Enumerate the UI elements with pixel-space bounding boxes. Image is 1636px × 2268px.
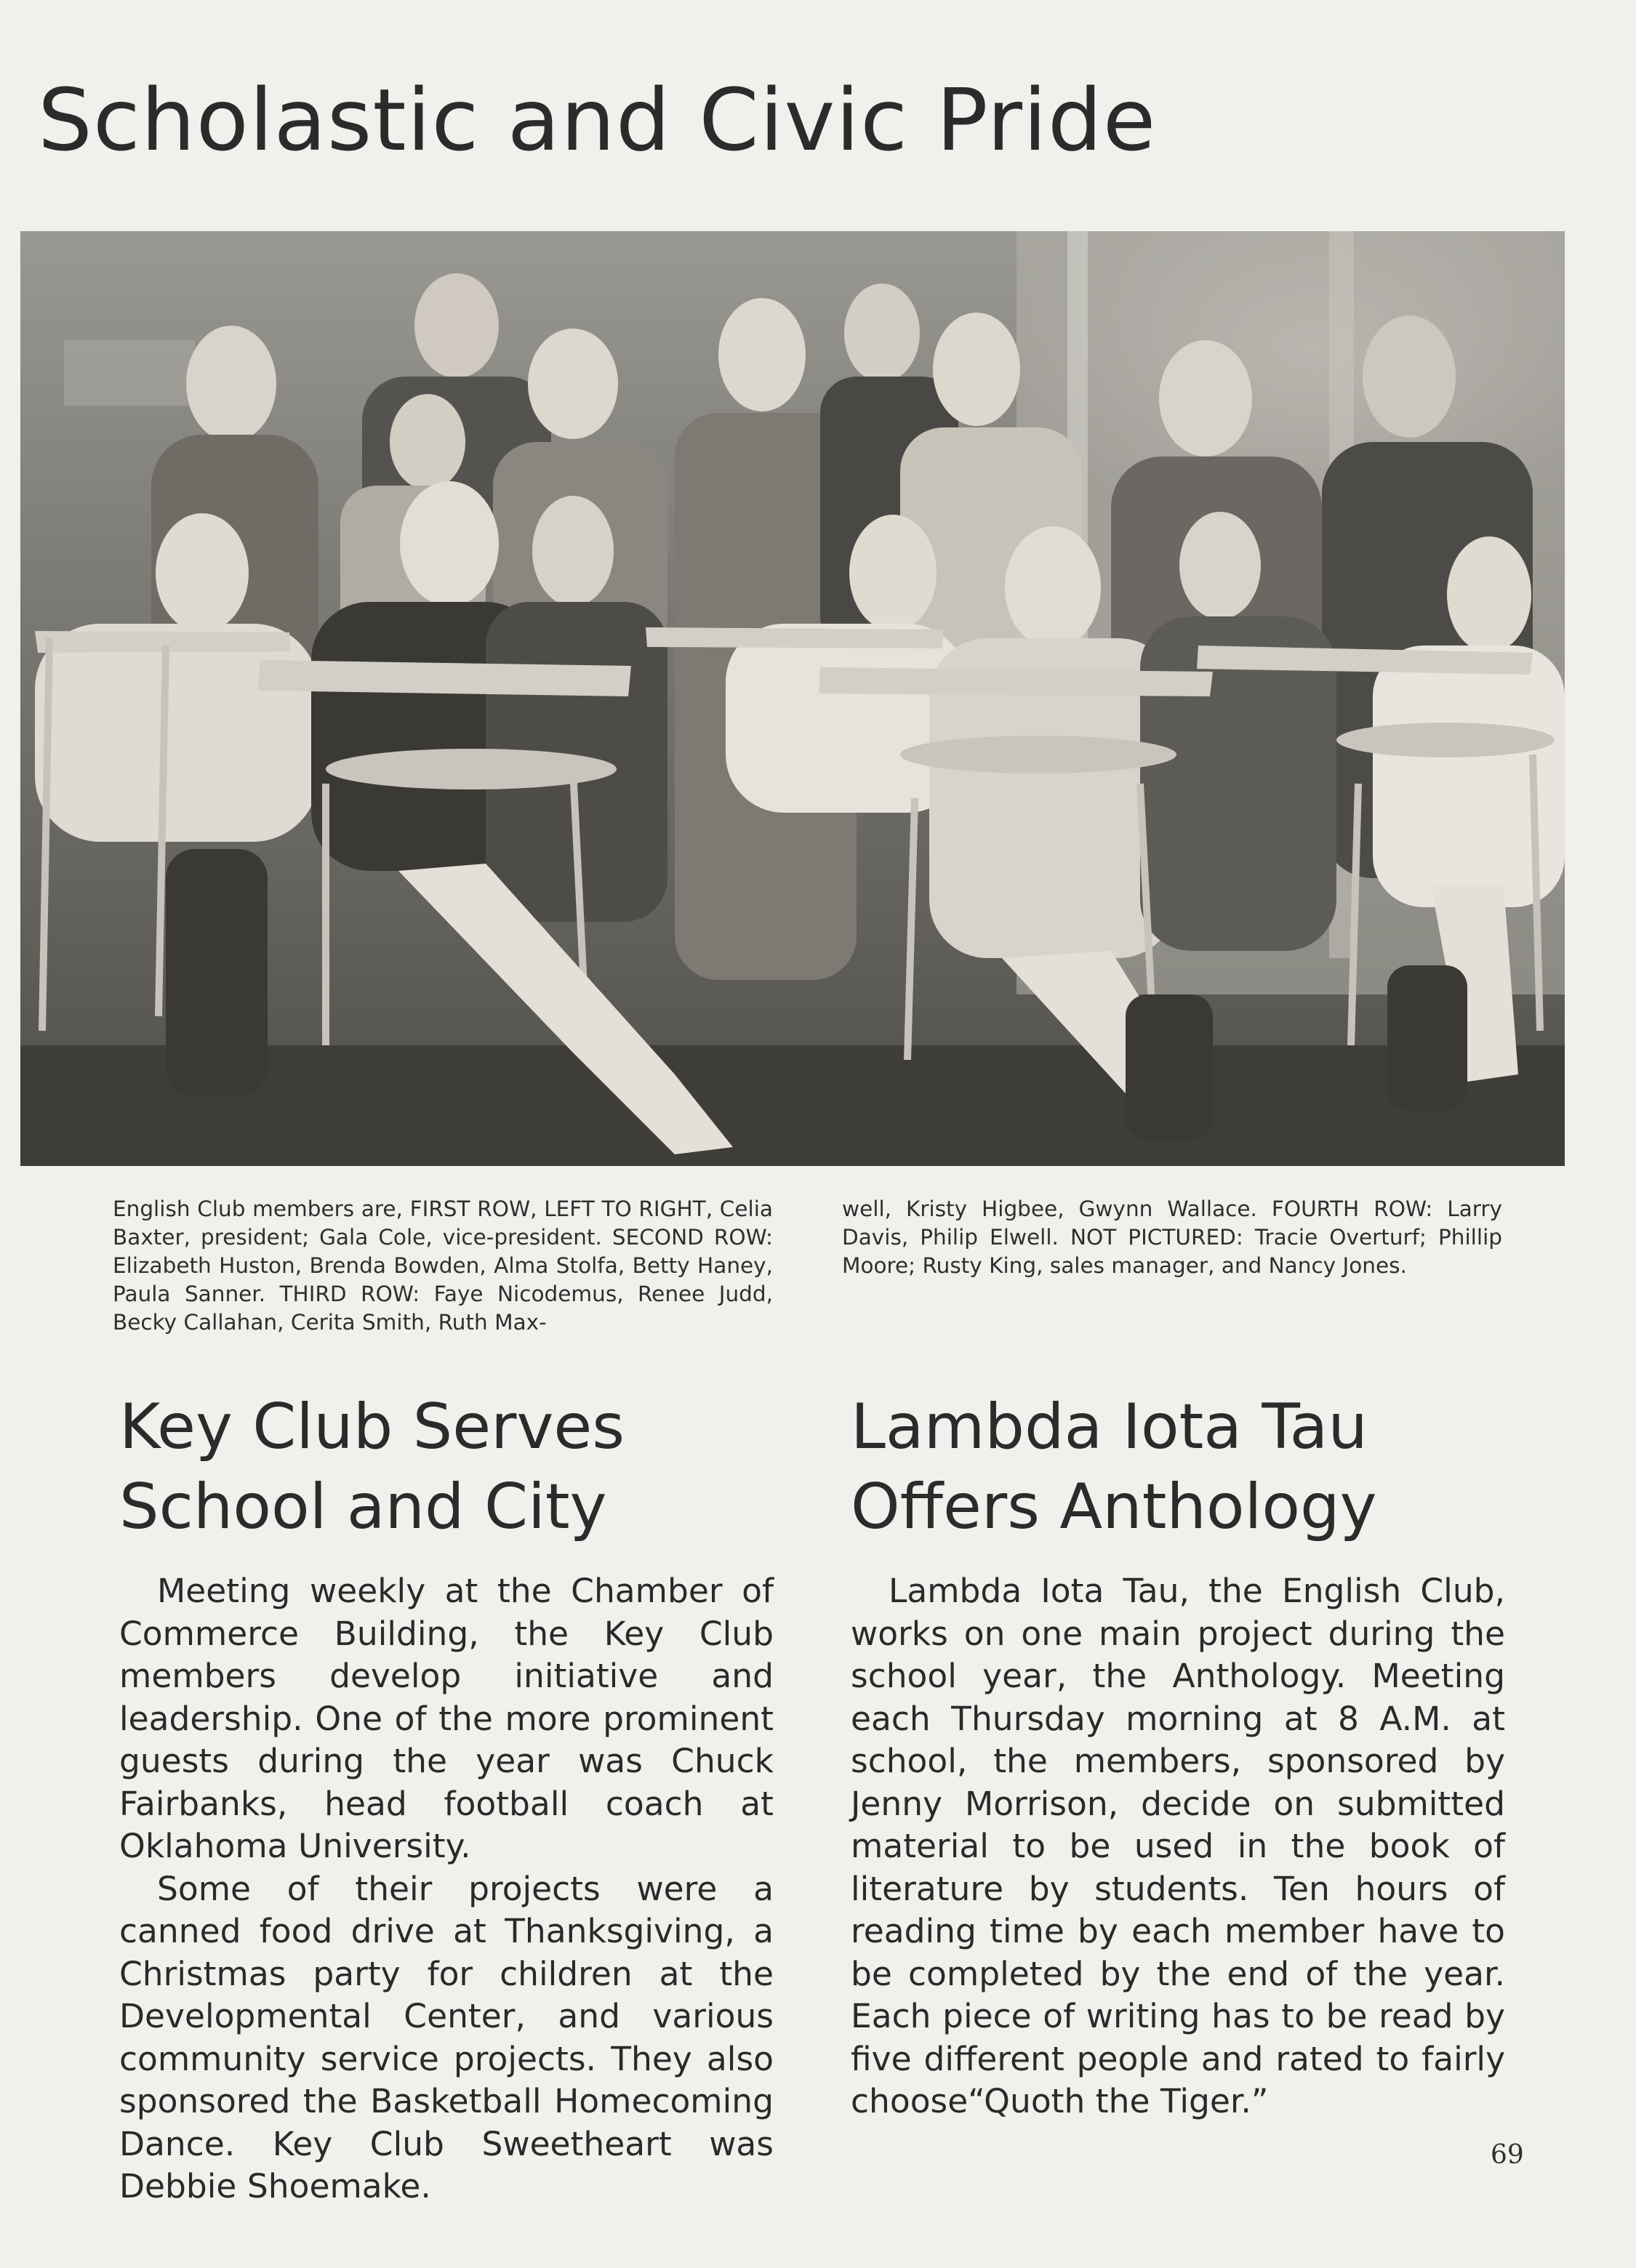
group-photo <box>20 231 1565 1166</box>
key-club-paragraph-2: Some of their projects were a canned food drive at Thanksgiving, a Christmas party for children at the Developmental Center, and various community service projects. They also sponsored the Basketball Homecoming Dance. Key Club Sweetheart was Debbie Shoemake. <box>119 1869 774 2205</box>
lambda-iota-tau-headline-line1: Lambda Iota Tau <box>851 1391 1368 1463</box>
page-number: 69 <box>1491 2140 1524 2170</box>
key-club-article <box>119 1570 774 2208</box>
key-club-headline-line1: Key Club Serves <box>119 1391 625 1463</box>
lambda-iota-tau-article <box>851 1570 1505 2123</box>
key-club-headline <box>119 1387 625 1547</box>
key-club-paragraph-1: Meeting weekly at the Chamber of Commerce Building, the Key Club members develop initiative and leadership. One of the more prominent guests during the year was Chuck Fairbanks, head football coach at Oklahoma University. <box>119 1572 774 1865</box>
lambda-iota-tau-headline <box>851 1387 1377 1547</box>
lambda-iota-tau-headline-line2: Offers Anthology <box>851 1471 1377 1543</box>
photo-caption-right: well, Kristy Higbee, Gwynn Wallace. FOURTH ROW: Larry Davis, Philip Elwell. NOT PICTURED: Tracie Overturf; Phillip Moore; Rusty King, sales manager, and Nancy Jones. <box>842 1197 1502 1278</box>
key-club-headline-line2: School and City <box>119 1471 607 1543</box>
page-title: Scholastic and Civic Pride <box>38 70 1157 170</box>
group-photo-illustration <box>20 231 1565 1166</box>
lambda-iota-tau-paragraph-1: Lambda Iota Tau, the English Club, works on one main project during the school year, the Anthology. Meeting each Thursday morning at 8 A.M. at school, the members, sponsored by Jenny Morrison, decide on submitted material to be used in the book of literature by students. Ten hours of reading time by each member have to be completed by the end of the year. Each piece of writing has to be read by five different people and rated to fairly choose“Quoth the Tiger.” <box>851 1572 1505 2120</box>
photo-caption-left: English Club members are, FIRST ROW, LEFT TO RIGHT, Celia Baxter, president; Gala Cole, vice-president. SECOND ROW: Elizabeth Huston, Brenda Bowden, Alma Stolfa, Betty Haney, Paula Sanner. THIRD ROW: Faye Nicodemus, Renee Judd, Becky Callahan, Cerita Smith, Ruth Max- <box>113 1197 773 1335</box>
